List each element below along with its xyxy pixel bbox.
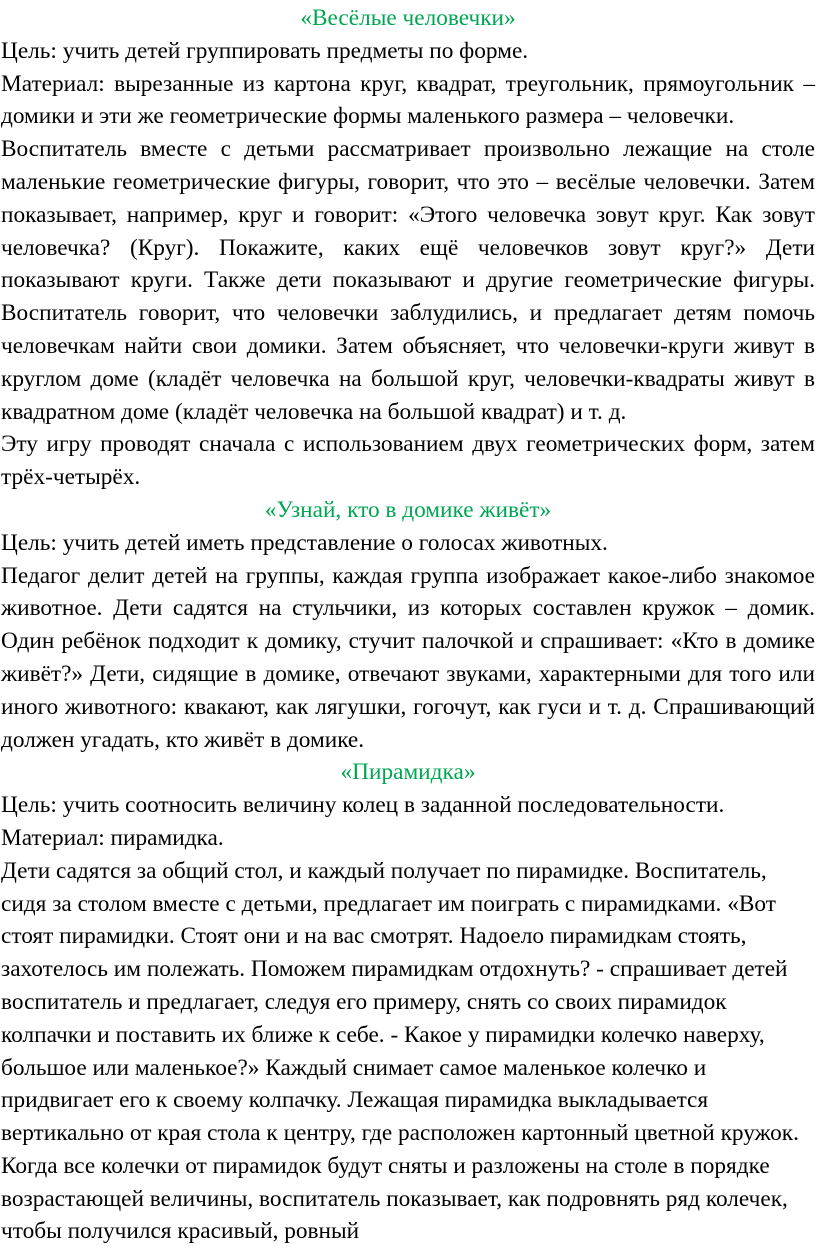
- section-uznai-kto-v-domike: [1, 494, 815, 756]
- section-title: «Узнай, кто в домике живёт»: [264, 496, 552, 523]
- description-paragraph: Дети садятся за общий стол, и каждый получает по пирамидке. Воспитатель, сидя за столом вместе с детьми, предлагает им поиграть с пирамидками. «Вот стоят пирамидки. Стоят они и на вас смотрят. Надоело пирамидкам стоять, захотелось им полежать. Поможем пирамидкам отдохнуть? - спрашивает детей воспитатель и предлагает, следуя его примеру, снять со своих пирамидок колпачки и поставить их ближе к себе. - Какое у пирамидки колечко наверху, большое или маленькое?» Каждый снимает самое маленькое колечко и придвигает его к своему колпачку. Лежащая пирамидка выкладывается вертикально от края стола к центру, где расположен картонный цветной кружок. Когда все колечки от пирамидок будут сняты и разложены на столе в порядке возрастающей величины, воспитатель показывает, как подровнять ряд колечек, чтобы получился красивый, ровный: [1, 857, 799, 1245]
- section-veselye-chelovechki: [1, 2, 815, 494]
- note-paragraph: Эту игру проводят сначала с использованием двух геометрических форм, затем трёх-четырёх.: [1, 431, 815, 491]
- section-title: «Пирамидка»: [340, 759, 476, 786]
- description-paragraph: Педагог делит детей на группы, каждая группа изображает какое-либо знакомое животное. Дети садятся на стульчики, из которых составлен кружок – домик. Один ребёнок подходит к домику, стучит палочкой и спрашивает: «Кто в домике живёт?» Дети, сидящие в домике, отвечают звуками, характерными для того или иного животного: квакают, как лягушки, гогочут, как гуси и т. д. Спрашивающий должен угадать, кто живёт в домике.: [1, 562, 815, 753]
- material-paragraph: Материал: пирамидка.: [1, 824, 224, 851]
- material-paragraph: Материал: вырезанные из картона круг, квадрат, треугольник, прямоугольник – домики и эти же геометрические формы маленького размера – человечки.: [1, 70, 815, 130]
- section-piramidka: [1, 756, 815, 1248]
- goal-paragraph: Цель: учить детей группировать предметы по форме.: [1, 37, 529, 64]
- section-title: «Весёлые человечки»: [300, 5, 516, 31]
- goal-paragraph: Цель: учить соотносить величину колец в заданной последовательности.: [1, 792, 725, 819]
- goal-paragraph: Цель: учить детей иметь представление о голосах животных.: [1, 529, 608, 556]
- description-paragraph: Воспитатель вместе с детьми рассматривает произвольно лежащие на столе маленькие геометрические фигуры, говорит, что это – весёлые человечки. Затем показывает, например, круг и говорит: «Этого человечка зовут круг. Как зовут человечка? (Круг). Покажите, каких ещё человечков зовут круг?» Дети показывают круги. Также дети показывают и другие геометрические фигуры. Воспитатель говорит, что человечки заблудились, и предлагает детям помочь человечкам найти свои домики. Затем объясняет, что человечки-круги живут в круглом доме (кладёт человечка на большой круг, человечки-квадраты живут в квадратном доме (кладёт человечка на большой квадрат) и т. д.: [1, 136, 815, 425]
